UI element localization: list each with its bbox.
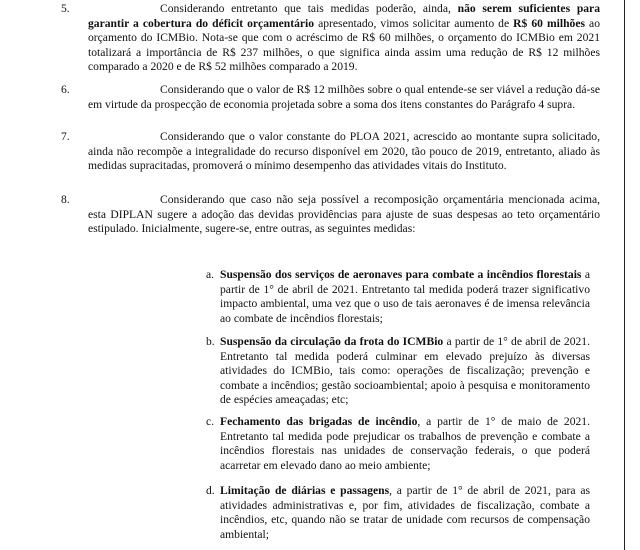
text-run: apresentado, vimos solicitar aumento de bbox=[314, 16, 514, 30]
bold-text: Suspensão dos serviços de aeronaves para combate a incêndios florestais bbox=[220, 268, 582, 281]
paragraph-number: 6. bbox=[61, 83, 70, 96]
measure-item-b bbox=[206, 335, 590, 408]
measure-item-d bbox=[206, 484, 590, 542]
text-run: Considerando entretanto que tais medidas poderão, ainda, bbox=[160, 2, 458, 15]
paragraph-6 bbox=[61, 83, 600, 112]
bold-text: Limitação de diárias e passagens bbox=[220, 484, 390, 497]
bold-text: não serem suficientes para garantir a cobertura do déficit orçamentário bbox=[88, 2, 601, 30]
item-text bbox=[220, 415, 590, 473]
text-run: a partir de 1° de abril de 2021. Entretanto tal medida poderá culminar em elevado prejuízo às diversas atividades do ICMBio, tais como: operações de fiscalização; prevenção e combate a incêndios; gestão socioambiental; apoio à pesquisa e monitoramento de espécies ameaçadas; etc; bbox=[220, 335, 590, 407]
item-letter: d. bbox=[206, 484, 215, 497]
paragraph-number: 5. bbox=[61, 2, 70, 15]
paragraph-text: Considerando que o valor de R$ 12 milhões sobre o qual entende-se ser viável a redução dá-se em virtude da prospecção de economia projetada sobre a soma dos itens constantes do Parágrafo 4 supra. bbox=[88, 83, 600, 111]
measure-item-a bbox=[206, 268, 591, 326]
item-letter: b. bbox=[206, 335, 215, 348]
paragraph-5 bbox=[61, 2, 601, 75]
paragraph-8 bbox=[61, 193, 600, 237]
text-run: a partir de 1° de abril de 2021. Entretanto tal medida poderá trazer significativo impacto ambiental, uma vez que o uso de tais aeronaves é de imensa relevância ao combate de incêndios florestais; bbox=[220, 268, 591, 325]
paragraph-7 bbox=[61, 130, 600, 174]
paragraph-number: 8. bbox=[61, 193, 70, 206]
item-text bbox=[220, 268, 590, 326]
text-run: , a partir de 1° de maio de 2021. Entretanto tal medida pode prejudicar os trabalhos de prevenção e combate a incêndios florestais nas unidades de conservação federais, o que poderá acarretar em elevado dano ao meio ambiente; bbox=[220, 415, 590, 472]
item-letter: a. bbox=[206, 268, 215, 281]
paragraph-number: 7. bbox=[61, 130, 70, 143]
text-run: ao orçamento do ICMBio. Nota-se que com o acréscimo de R$ 60 milhões, o orçamento do ICMBio em 2021 totalizará a importância de R$ 237 milhões, o que significa ainda assim uma redução de R$ 12 milhões comparado a 2020 e de R$ 52 milhões comparado a 2019. bbox=[88, 16, 601, 74]
bold-text: Suspensão da circulação da frota do ICMBio bbox=[220, 335, 444, 348]
bold-text: R$ 60 milhões bbox=[513, 16, 586, 30]
bold-text: Fechamento das brigadas de incêndio bbox=[220, 415, 418, 428]
item-letter: c. bbox=[206, 415, 215, 428]
item-text bbox=[220, 484, 590, 542]
paragraph-text bbox=[88, 2, 600, 75]
paragraph-text: Considerando que caso não seja possível a recomposição orçamentária mencionada acima, esta DIPLAN sugere a adoção das devidas providências para ajuste de suas despesas ao teto orçamentário estipulado. Inicialmente, sugere-se, entre outras, as seguintes medidas: bbox=[88, 193, 600, 236]
text-run: , a partir de 1° de abril de 2021, para as atividades administrativas e, por fim, atividades de fiscalização, combate a incêndios, etc, quando não se tratar de unidade com recursos de compensação ambiental; bbox=[220, 484, 590, 541]
paragraph-text: Considerando que o valor constante do PLOA 2021, acrescido ao montante supra solicitado, ainda não recompõe a integralidade do recurso disponível em 2020, tão pouco de 2019, entretanto, aliado às medidas supracitadas, promoverá o mínimo desempenho das atividades vitais do Instituto. bbox=[88, 130, 600, 173]
measure-item-c bbox=[206, 415, 590, 473]
item-text bbox=[220, 335, 590, 408]
page-edge-line bbox=[624, 0, 625, 550]
